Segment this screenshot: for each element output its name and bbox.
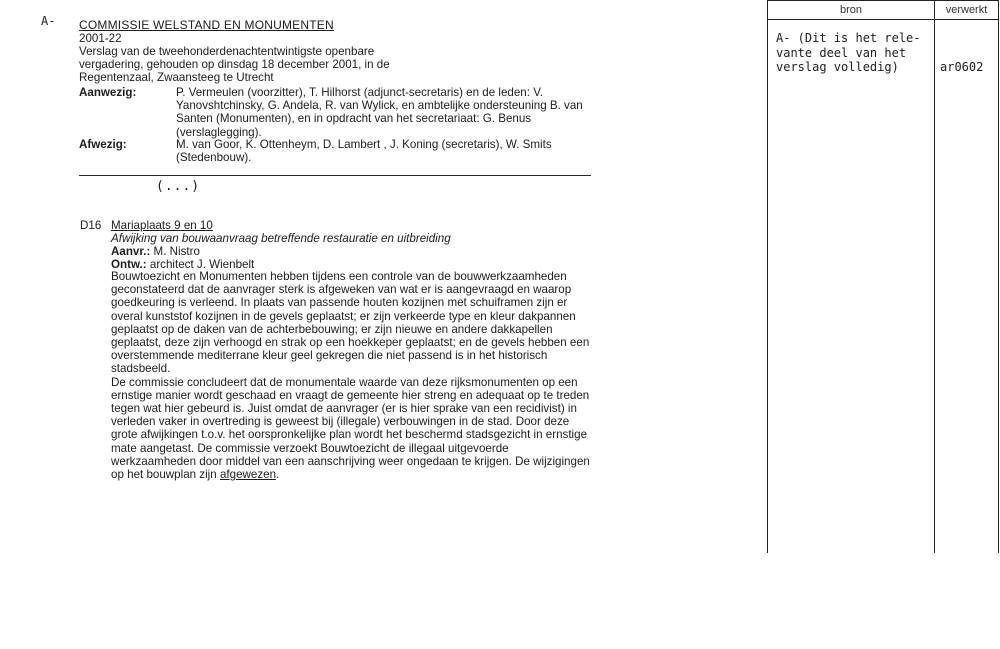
column-header-processed: verwerkt — [945, 4, 988, 16]
archive-reference: ar0602 — [940, 60, 984, 74]
table-column-divider — [934, 0, 935, 553]
present-list: P. Vermeulen (voorzitter), T. Hilhorst (adjunct-secretaris) en de leden: V. Yanovshtchinsky, G. Andela, R. van Wylick, en ambtelijke ondersteuning B. van Santen (Monumenten), en in opdracht van het secretariaat: G. Benus (verslaglegging). — [176, 86, 583, 139]
table-header-border — [767, 19, 999, 20]
item-number: D16 — [80, 219, 102, 232]
item-applicant — [111, 245, 200, 258]
document-heading: COMMISSIE WELSTAND EN MONUMENTEN — [79, 18, 334, 32]
present-label: Aanwezig: — [79, 86, 137, 99]
absent-list: M. van Goor, K. Ottenheym, D. Lambert , J. Koning (secretaris), W. Smits (Stedenbouw). — [176, 138, 552, 165]
end-mark: . — [276, 468, 280, 482]
applicant-name: M. Nistro — [153, 245, 200, 258]
item-paragraph-findings: Bouwtoezicht en Monumenten hebben tijdens een controle van de bouwwerkzaamheden geconstateerd dat de aanvrager sterk is afgeweken van wat er is aangevraagd en waarop goedkeuring is verleend. In plaats van passende houten kozijnen met schuiframen zijn er overal kunststof kozijnen in de gevels geplaatst; er zijn verkeerde type en kleur dakpannen geplaatst op de daken van de achterbebouwing; er zijn nieuwe en andere dakkapellen geplaatst, deze zijn verhoogd en strak op een hoekkeper geplaatst; en de gevels hebben een overstemmende mediterrane kleur geel gekregen die niet passend is in het historisch stadsbeeld. — [111, 270, 590, 376]
architect-label: Ontw.: — [111, 258, 147, 271]
source-note-line: vante deel van het — [776, 45, 907, 60]
conclusion-text: De commissie concludeert dat de monumentale waarde van deze rijksmonumenten op een ernstige manier wordt geschaad en vraagt de gemeente hier streng en adequaat op te treden tegen wat hier gebeurd is. Juist omdat de aanvrager (er is hier sprake van een recidivist) in verleden vaker in overtreding is geweest bij (illegale) verbouwingen in de stad. Door deze grote afwijkingen t.o.v. het oorspronkelijke plan wordt het beschermd stadsgezicht in ernstige mate aangetast. De commissie verzoekt Bouwtoezicht de illegaal uitgevoerde werkzaamheden door middel van een aanschrijving weer ongedaan te krijgen. De wijzigingen op het bouwplan zijn — [111, 375, 590, 482]
section-marker: A- — [41, 14, 56, 28]
absent-label: Afwezig: — [79, 138, 127, 151]
document-year: 2001-22 — [79, 32, 122, 45]
omission-mark: (...) — [156, 179, 201, 194]
meeting-intro: Verslag van de tweehonderdenachtentwintigste openbare vergadering, gehouden op dinsdag 18 december 2001, in de Regentenzaal, Zwaansteeg te Utrecht — [79, 45, 390, 85]
column-header-source: bron — [839, 4, 863, 16]
source-note-line: verslag volledig) — [776, 60, 899, 74]
applicant-label: Aanvr.: — [111, 245, 151, 258]
source-note — [776, 31, 931, 75]
source-note-line: A- (Dit is het rele- — [776, 31, 921, 45]
item-paragraph-conclusion — [111, 376, 596, 482]
item-subject: Afwijking van bouwaanvraag betreffende restauratie en uitbreiding — [111, 232, 451, 245]
architect-name: architect J. Wienbelt — [149, 258, 255, 271]
table-right-border — [998, 0, 999, 553]
verdict: afgewezen — [219, 468, 277, 482]
item-body — [111, 270, 596, 481]
section-divider — [79, 175, 591, 176]
table-top-border — [767, 0, 999, 1]
item-address: Mariaplaats 9 en 10 — [111, 219, 213, 232]
table-left-border — [767, 0, 768, 553]
